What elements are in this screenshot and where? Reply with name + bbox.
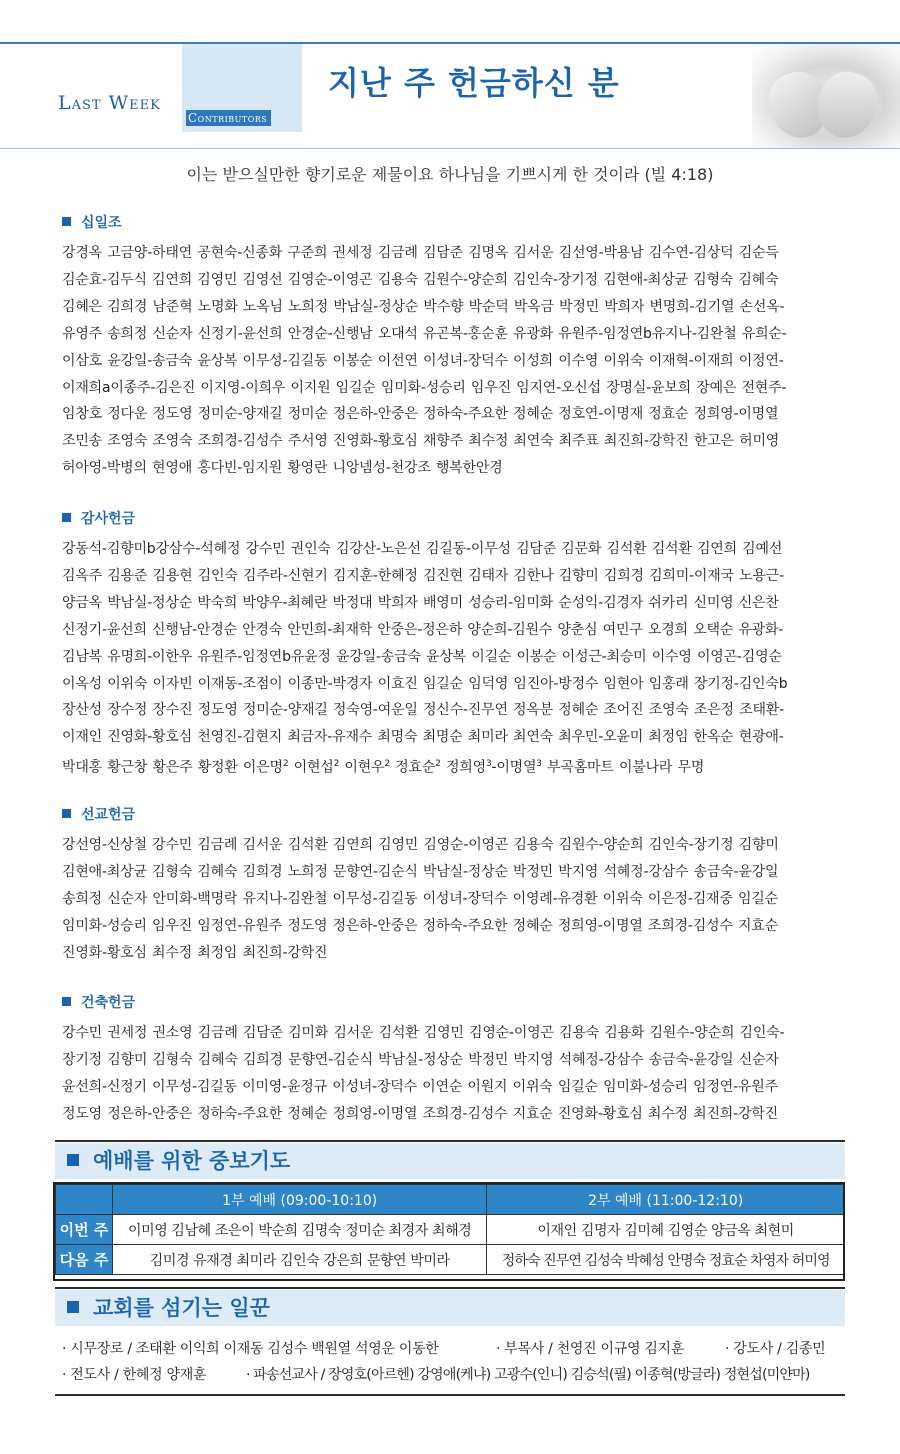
name-line: 김옥주 김용준 김용현 김인숙 김주라-신현기 김지훈-한혜정 김진현 김태자 김한나 김향미 김희경 김희미-이재국 노용근- xyxy=(62,567,784,584)
count-superscript: 3 xyxy=(536,759,542,770)
name-line: 임미화-성승리 임우진 임정연-유원주 정도영 정은하-안중은 정하숙-주요한 정혜순 정희영-이명열 조희경-김성수 지효순 xyxy=(62,917,778,934)
workers-line xyxy=(62,1362,852,1388)
name-line: 장산성 장수정 장수진 정도영 정미순-양재길 정숙영-여운일 정신수-진무연 정옥분 정혜순 조어진 조영숙 조은정 조태환- xyxy=(62,702,784,719)
thanksgiving-names xyxy=(62,536,852,782)
section-title xyxy=(62,508,852,530)
name-line: 윤선희-신정기 이무성-김길동 이미영-윤정규 이성녀-장덕수 이연순 이원지 이위숙 임길순 임미화-성승리 임정연-유원주 xyxy=(62,1078,778,1095)
contributors-label: Contributors xyxy=(186,110,271,126)
open-hands-icon xyxy=(752,44,900,148)
square-bullet-icon xyxy=(67,1301,79,1313)
count-superscript: 3 xyxy=(485,759,492,770)
next-week-service1-names: 김미경 유재경 최미라 김인숙 강은희 문향연 박미라 xyxy=(113,1245,487,1275)
name-line: 임창호 정다운 정도영 정미순-양재길 정미순 정은하-안중은 정하숙-주요한 정혜순 정호연-이명재 정효순 정희영-이명열 xyxy=(62,406,779,423)
square-bullet-icon xyxy=(62,997,71,1006)
name-line: 송희정 신순자 안미화-백명락 유지나-김완철 이무성-김길동 이성녀-장덕수 이영례-유경환 이위숙 이은정-김재중 임길순 xyxy=(62,890,778,907)
missionaries-item: · 파송선교사 / 장영호(아르헨) 강영애(케냐) 고광수(인니) 김승석(필) 이종혁(방글라) 정현섭(미얀마) xyxy=(246,1367,810,1383)
page-header xyxy=(0,0,900,150)
tithe-names xyxy=(62,240,852,482)
table-row xyxy=(56,1215,845,1245)
name-run: 정효순 xyxy=(389,759,436,776)
count-superscript: 2 xyxy=(435,759,441,770)
intercessory-prayer-header xyxy=(55,1143,845,1179)
name-run: 정희영 xyxy=(440,759,486,776)
name-line: 신정기-윤선희 신행남-안경순 안경숙 안민희-최재학 안중은-정은하 양순희-김원수 양춘심 여민구 오경희 오택순 유광화- xyxy=(62,621,784,638)
count-superscript: 2 xyxy=(333,759,340,770)
name-line: 김순효-김두식 김연희 김영민 김영선 김영순-이영곤 김용숙 김원수-양순희 김인숙-장기정 김현애-최상균 김형숙 김혜숙 xyxy=(62,271,779,288)
name-line: 정도영 정은하-안중은 정하숙-주요한 정혜순 정희영-이명열 조희경-김성수 지효순 진영화-황호심 최수정 최진희-강학진 xyxy=(62,1105,778,1122)
church-workers-list xyxy=(62,1336,852,1388)
header-bottom-rule xyxy=(0,148,900,149)
name-line: 유영주 송희정 신순자 신정기-윤선희 안경순-신행남 오대석 유곤복-홍순훈 유광화 유원주-임정연b유지나-김완철 유희순- xyxy=(62,325,787,342)
preacher-item: · 강도사 / 김종민 xyxy=(725,1341,826,1357)
name-line: 이재희a이종주-김은진 이지영-이희우 이지원 임길순 임미화-성승리 임우진 임지연-오신섭 장명실-윤보희 장예은 전현주- xyxy=(62,379,787,396)
square-bullet-icon xyxy=(62,513,71,522)
name-run: -이명열 xyxy=(491,759,537,776)
name-line: 강수민 권세정 권소영 김금례 김담준 김미화 김서운 김석환 김영민 김영순-이영곤 김용숙 김용화 김원수-양순희 김인숙- xyxy=(62,1025,785,1041)
name-line: 이삼호 윤강일-송금숙 윤상복 이무성-김길동 이봉순 이선연 이성녀-장덕수 이성희 이수영 이위숙 이재혁-이재희 이정연- xyxy=(62,352,784,369)
square-bullet-icon xyxy=(67,1154,79,1166)
table-corner-cell xyxy=(56,1185,113,1215)
intercessory-prayer-table xyxy=(55,1184,845,1275)
name-line: 허아영-박병의 현영애 홍다빈-임지원 황영란 니앙넴성-천강조 행복한안경 xyxy=(62,460,503,477)
section-mission xyxy=(62,804,852,967)
square-bullet-icon xyxy=(62,809,71,818)
table-row xyxy=(56,1245,845,1275)
name-line: 김남복 유명희-이한우 유원주-임정연b유윤정 윤강일-송금숙 윤상복 이길순 이봉순 이성근-최승미 이수영 이영곤-김영순 xyxy=(62,648,782,665)
evangelists-item: · 전도사 / 한혜정 양재훈 xyxy=(62,1367,207,1383)
building-names xyxy=(62,1020,852,1128)
page-title: 지난 주 헌금하신 분 xyxy=(328,64,620,102)
name-run: 박대홍 황근창 황은주 황정환 이은명 xyxy=(62,759,283,776)
name-line: 강동석-김향미b강삼수-석혜정 강수민 권인숙 김강산-노은선 김길동-이무성 김담준 김문화 김석환 김석환 김연희 김예선 xyxy=(62,541,783,557)
section-title-text: 십일조 xyxy=(81,215,122,231)
name-line: 진영화-황호심 최수정 최정임 최진희-강학진 xyxy=(62,944,328,961)
name-run: 부곡홈마트 이불나라 무명 xyxy=(541,759,705,776)
section-title-text: 교회를 섬기는 일꾼 xyxy=(93,1296,270,1320)
section-tithe xyxy=(62,212,852,482)
section-title xyxy=(62,992,852,1014)
square-bullet-icon xyxy=(62,217,71,226)
section-title-text: 감사헌금 xyxy=(81,511,136,527)
count-superscript: 2 xyxy=(282,759,289,770)
associate-pastors-item: · 부목사 / 천영진 이규영 김지훈 xyxy=(496,1341,685,1357)
section-thanksgiving xyxy=(62,508,852,782)
count-superscript: 2 xyxy=(384,759,390,770)
name-line: 양금옥 박남실-정상순 박숙희 박양우-최혜란 박정대 박희자 배영미 성승리-임미화 순성익-김경자 쉬카리 신미영 신은찬 xyxy=(62,594,779,611)
scripture-verse: 이는 받으실만한 향기로운 제물이요 하나님을 기쁘시게 한 것이라 (빌 4:18) xyxy=(186,165,714,184)
section-divider xyxy=(55,1287,845,1289)
workers-line xyxy=(62,1336,852,1362)
name-run: 이현우 xyxy=(339,759,385,776)
last-week-label: Last Week xyxy=(58,92,161,114)
table-header-row xyxy=(56,1185,845,1215)
name-line: 이옥성 이위숙 이자빈 이재동-조점이 이종만-박경자 이효진 임길순 임덕영 임진아-방정수 임현아 임홍래 장기정-김인숙b xyxy=(62,675,788,692)
section-title-text: 선교헌금 xyxy=(81,807,136,823)
name-line: 김현애-최상균 김형숙 김혜숙 김희경 노희정 문향연-김순식 박남실-정상순 박정민 박지영 석혜정-강삼수 송금숙-윤강일 xyxy=(62,863,779,880)
service2-header: 2부 예배 (11:00-12:10) xyxy=(487,1185,845,1215)
name-line: 이재인 진영화-황호심 천영진-김현지 최금자-유재수 최명숙 최명순 최미라 최연숙 최우민-오윤미 최정임 한옥순 현광애- xyxy=(62,729,784,746)
name-line-last xyxy=(62,751,852,782)
service1-header: 1부 예배 (09:00-10:10) xyxy=(113,1185,487,1215)
right-palm-shape xyxy=(809,65,885,146)
section-building xyxy=(62,992,852,1128)
name-line: 강경옥 고금양-하태연 공현숙-신종화 구준희 권세정 김금례 김담준 김명옥 김서운 김선영-박용남 김수연-김상덕 김순득 xyxy=(62,245,779,261)
elders-item: · 시무장로 / 조태환 이익희 이재동 김성수 백원열 석영운 이동한 xyxy=(62,1341,439,1357)
this-week-service1-names: 이미영 김남혜 조은이 박순희 김명숙 정미순 최경자 최해경 xyxy=(113,1215,487,1245)
section-title-text: 건축헌금 xyxy=(81,995,136,1011)
name-line: 김혜은 김희경 남준혁 노명화 노옥님 노희정 박남실-정상순 박수향 박순덕 박옥금 박정민 박희자 변명희-김기열 손선옥- xyxy=(62,298,785,315)
this-week-label: 이번 주 xyxy=(56,1215,113,1245)
name-run: 이현섭 xyxy=(288,759,334,776)
name-line: 조민송 조영숙 조영숙 조희경-김성수 주서영 진영화-황호심 채향주 최수정 최연숙 최주표 최진희-강학진 한고은 허미영 xyxy=(62,433,780,450)
name-line: 장기정 김향미 김형숙 김혜숙 김희경 문향연-김순식 박남실-정상순 박정민 박지영 석혜정-강삼수 송금숙-윤강일 신순자 xyxy=(62,1051,779,1068)
church-workers-header xyxy=(55,1290,845,1326)
section-title xyxy=(62,804,852,826)
name-line: 강선영-신상철 강수민 김금례 김서운 김석환 김연희 김영민 김영순-이영곤 김용숙 김원수-양순희 김인숙-장기정 김향미 xyxy=(62,837,779,853)
next-week-label: 다음 주 xyxy=(56,1245,113,1275)
section-title xyxy=(62,212,852,234)
section-title-text: 예배를 위한 중보기도 xyxy=(93,1149,291,1173)
mission-names xyxy=(62,832,852,967)
this-week-service2-names: 이재인 김명자 김미혜 김영순 양금옥 최현미 xyxy=(487,1215,845,1245)
section-divider xyxy=(55,1140,845,1142)
bottom-rule xyxy=(55,1394,845,1396)
next-week-service2-names: 정하숙 진무연 김성숙 박혜성 안명숙 정효순 차영자 허미영 xyxy=(487,1245,845,1275)
